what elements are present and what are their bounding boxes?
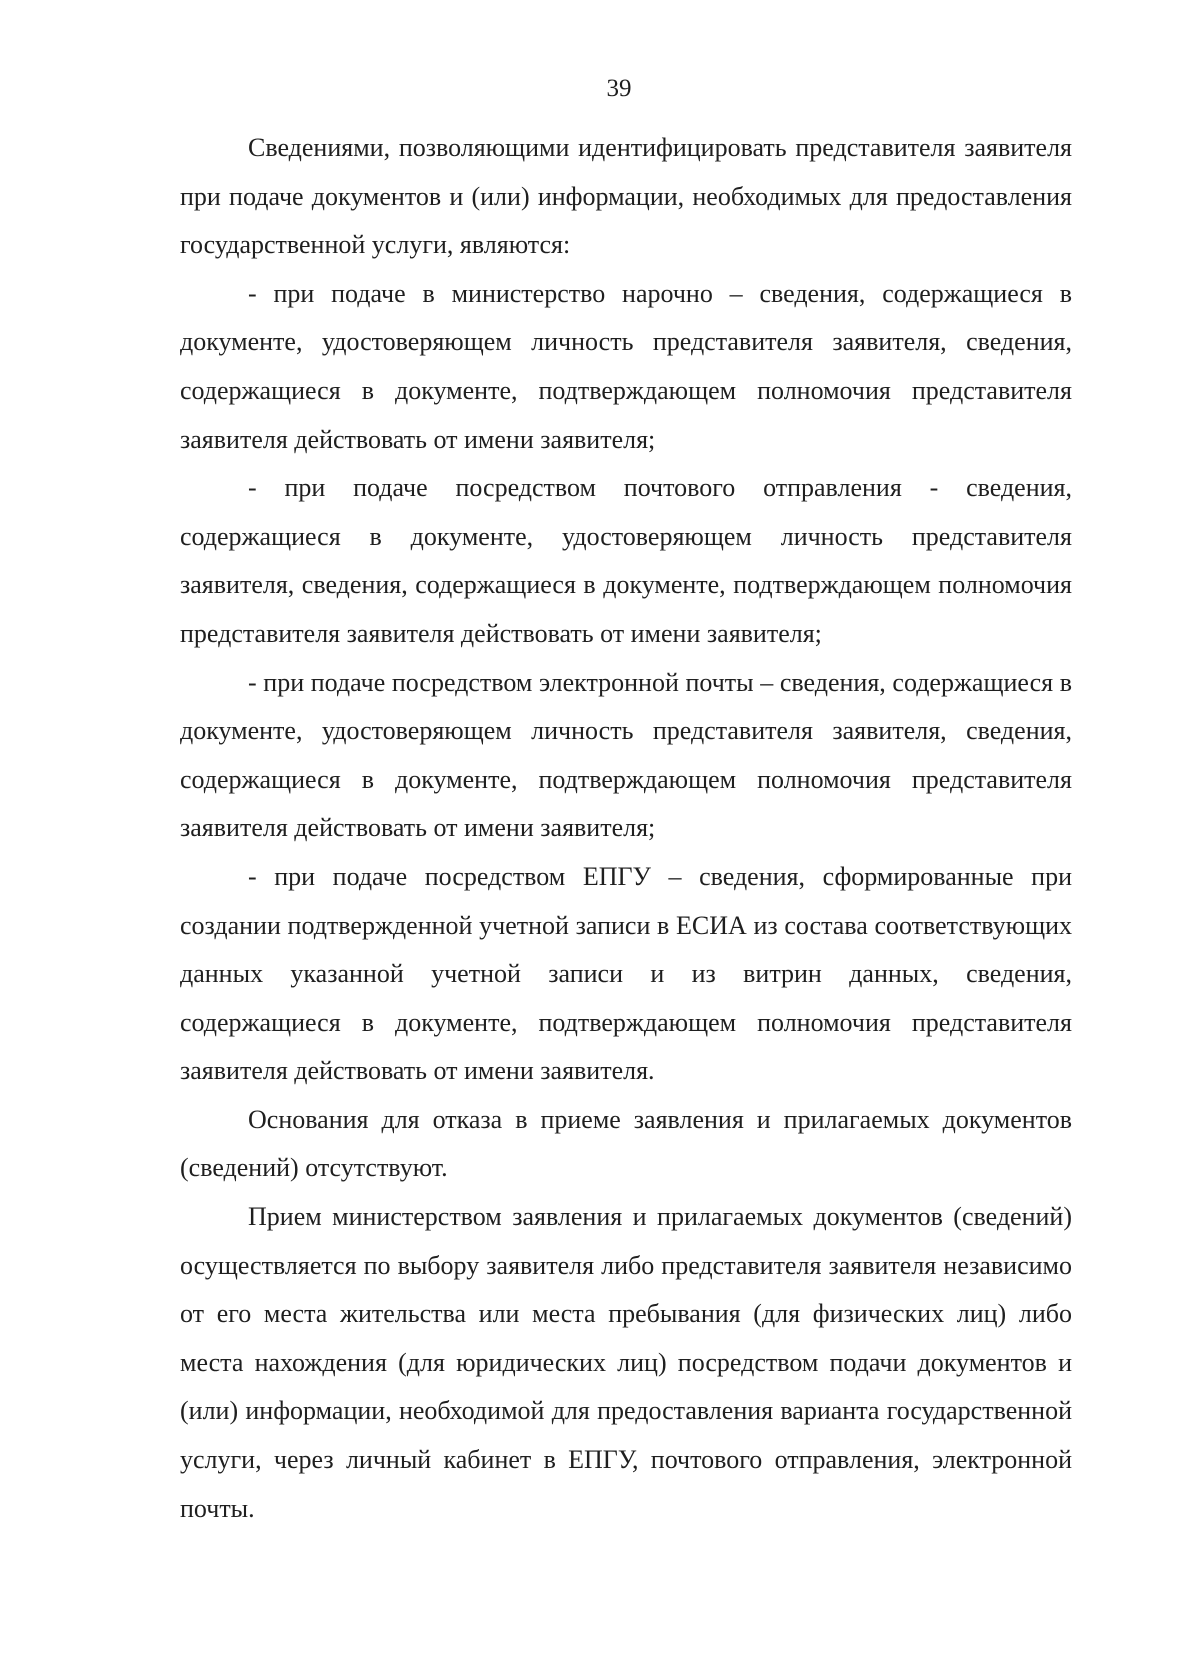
page-number: 39 (606, 75, 632, 102)
paragraph-email-submission: - при подаче посредством электронной почты – сведения, содержащиеся в документе, удостоверяющем личность представителя заявителя, сведения, содержащиеся в документе, подтверждающем полномочия представителя заявителя действовать от имени заявителя; (180, 667, 1072, 843)
paragraph-postal-submission: - при подаче посредством почтового отправления - сведения, содержащиеся в документе, удостоверяющем личность представителя заявителя, сведения, содержащиеся в документе, подтверждающем полномочия представителя заявителя действовать от имени заявителя; (180, 473, 1072, 648)
paragraph-in-person-submission: - при подаче в министерство нарочно – сведения, содержащиеся в документе, удостоверяющем личность представителя заявителя, сведения, содержащиеся в документе, подтверждающем полномочия представителя заявителя действовать от имени заявителя; (180, 278, 1072, 454)
paragraph-identification-info: Сведениями, позволяющими идентифицировать представителя заявителя при подаче документов и (или) информации, необходимых для предоставления государственной услуги, являются: (180, 133, 1072, 260)
document-body (180, 124, 1072, 1533)
paragraph-epgu-submission: - при подаче посредством ЕПГУ – сведения, сформированные при создании подтвержденной учетной записи в ЕСИА из состава соответствующих данных указанной учетной записи и из витрин данных, сведения, содержащиеся в документе, подтверждающем полномочия представителя заявителя действовать от имени заявителя. (180, 861, 1072, 1086)
paragraph-acceptance-procedure: Прием министерством заявления и прилагаемых документов (сведений) осуществляется по выбору заявителя либо представителя заявителя независимо от его места жительства или места пребывания (для физических лиц) либо места нахождения (для юридических лиц) посредством подачи документов и (или) информации, необходимой для предоставления варианта государственной услуги, через личный кабинет в ЕПГУ, почтового отправления, электронной почты. (180, 1202, 1072, 1523)
paragraph-refusal-grounds: Основания для отказа в приеме заявления и прилагаемых документов (сведений) отсутствуют. (180, 1104, 1072, 1183)
